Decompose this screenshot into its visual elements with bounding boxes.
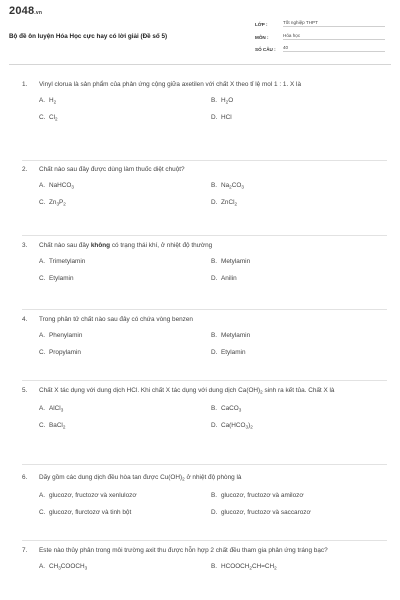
option-label: C. — [39, 275, 46, 282]
question-body: Este nào thủy phân trong môi trường axit thu được hỗn hợp 2 chất đều tham gia phản ứng tráng bạc? — [39, 547, 328, 554]
option-text: $CH_3COOCH_3$ — [49, 563, 88, 571]
option-text: $H_2O$ — [221, 97, 234, 105]
option-c[interactable] — [39, 198, 211, 215]
question-text — [22, 546, 387, 556]
option-label: B. — [211, 404, 218, 412]
option-a[interactable] — [39, 331, 211, 348]
meta-label: SỐ CÂU : — [255, 46, 276, 52]
option-c[interactable] — [39, 348, 211, 365]
question-body-before: Chất X tác dụng với dung dịch HCl. Khi chất X tác dụng với dung dịch Ca(OH) — [39, 387, 261, 394]
option-label: A. — [39, 404, 46, 412]
question-1 — [22, 80, 387, 130]
option-text: HCl — [221, 114, 232, 121]
option-a[interactable] — [39, 404, 211, 421]
option-text: Phenylamin — [49, 332, 83, 339]
question-divider — [22, 380, 387, 381]
option-label: C. — [39, 508, 46, 516]
option-a[interactable] — [39, 562, 211, 579]
question-divider — [22, 235, 387, 236]
meta-value: Hóa học — [283, 33, 385, 40]
option-d[interactable] — [211, 113, 383, 130]
option-label: A. — [39, 563, 46, 570]
question-text — [22, 241, 387, 251]
exam-meta — [255, 15, 385, 52]
option-label: B. — [211, 332, 218, 339]
option-b[interactable] — [211, 404, 383, 421]
option-text: $H_2$ — [49, 97, 57, 105]
option-text: BaCl$_2$ — [49, 421, 66, 429]
option-text: $Zn_3P_2$ — [49, 199, 66, 207]
option-label: D. — [211, 275, 218, 282]
question-number: 3. — [22, 242, 28, 249]
question-divider — [22, 160, 387, 161]
options — [22, 96, 387, 130]
option-b[interactable] — [211, 331, 383, 348]
header-divider — [9, 64, 391, 65]
question-divider — [22, 540, 387, 541]
option-a[interactable] — [39, 181, 211, 198]
option-d[interactable] — [211, 421, 383, 438]
option-c[interactable] — [39, 421, 211, 438]
option-text: $HCOOCH_2CH=CH_2$ — [221, 563, 277, 571]
option-text: $Cl_2$ — [49, 114, 58, 122]
option-text: Etylamin — [221, 349, 246, 356]
option-text: Anilin — [221, 275, 237, 282]
question-body: Vinyl clorua là sản phẩm của phản ứng cộng giữa axetilen với chất X theo tỉ lệ mol 1 : 1. X là — [39, 81, 302, 88]
meta-value: 40 — [283, 45, 385, 52]
question-body-subscript: 2 — [260, 389, 263, 395]
meta-value: Tốt nghiệp THPT — [283, 20, 385, 27]
question-number: 6. — [22, 474, 28, 481]
question-body: Trong phân tử chất nào sau đây có chứa vòng benzen — [39, 316, 193, 323]
option-text: Trimetylamin — [49, 258, 86, 265]
question-body-before: Dãy gồm các dung dịch đều hòa tan được Cu(OH) — [39, 474, 183, 481]
question-6 — [22, 473, 387, 525]
option-c[interactable] — [39, 508, 211, 525]
question-body-after: sinh ra kết tủa. Chất X là — [262, 387, 335, 394]
options — [22, 491, 387, 525]
option-text: glucozơ, flurctozơ và tinh bột — [49, 508, 132, 516]
option-label: D. — [211, 508, 218, 516]
question-text — [22, 386, 387, 398]
logo-suffix: .vn — [34, 10, 43, 16]
option-label: C. — [39, 114, 46, 121]
option-d[interactable] — [211, 508, 383, 525]
option-b[interactable] — [211, 491, 383, 508]
option-text: CaCO$_3$ — [221, 404, 242, 412]
options — [22, 404, 387, 438]
option-d[interactable] — [211, 198, 383, 215]
meta-row-class — [255, 15, 385, 27]
question-text — [22, 165, 387, 175]
option-label: C. — [39, 349, 46, 356]
option-b[interactable] — [211, 257, 383, 274]
question-2 — [22, 165, 387, 215]
question-5 — [22, 386, 387, 438]
question-number: 4. — [22, 316, 28, 323]
option-label: B. — [211, 97, 218, 104]
option-label: B. — [211, 563, 218, 570]
option-text: glucozơ, fructozơ và amilozơ — [221, 491, 304, 499]
option-text: ZnCl$_2$ — [221, 199, 238, 207]
question-4 — [22, 315, 387, 365]
option-b[interactable] — [211, 181, 383, 198]
question-divider — [22, 309, 387, 310]
option-label: B. — [211, 491, 218, 499]
option-text: $Ca(HCO_3)_2$ — [221, 421, 253, 429]
options — [22, 562, 387, 579]
question-body-emphasis: không — [90, 242, 111, 249]
option-text: $Na_2CO_3$ — [221, 182, 244, 190]
question-text — [22, 315, 387, 325]
option-text: NaHCO$_3$ — [49, 182, 74, 190]
option-c[interactable] — [39, 274, 211, 291]
question-body-before: Chất nào sau đây — [39, 242, 91, 249]
option-d[interactable] — [211, 348, 383, 365]
option-label: A. — [39, 258, 46, 265]
option-label: D. — [211, 199, 218, 206]
exam-title: Bộ đề ôn luyện Hóa Học cực hay có lời giải (Đề số 5) — [9, 33, 168, 40]
options — [22, 257, 387, 291]
logo-text: 2048 — [9, 5, 35, 17]
option-text: Metylamin — [221, 332, 251, 339]
question-number: 2. — [22, 166, 28, 173]
option-text: Metylamin — [221, 258, 251, 265]
option-b[interactable] — [211, 562, 383, 579]
option-text: AlCl$_3$ — [49, 404, 64, 412]
question-7 — [22, 546, 387, 579]
question-body-after: có trạng thái khí, ở nhiệt độ thường — [110, 242, 213, 249]
meta-label: LỚP : — [255, 22, 268, 28]
question-text — [22, 80, 387, 90]
options — [22, 181, 387, 215]
question-body: Chất nào sau đây được dùng làm thuốc diệt chuột? — [39, 166, 185, 173]
question-divider — [22, 464, 387, 465]
option-c[interactable] — [39, 113, 211, 130]
option-label: C. — [39, 421, 46, 429]
meta-label: MÔN : — [255, 34, 269, 40]
question-body-subscript: 2 — [182, 476, 185, 482]
option-text: Propylamin — [49, 349, 81, 356]
meta-row-count — [255, 40, 385, 52]
option-b[interactable] — [211, 96, 383, 113]
option-text: glucozơ, fructozơ và saccarozơ — [221, 508, 311, 516]
option-label: A. — [39, 332, 46, 339]
logo — [9, 5, 42, 17]
question-text — [22, 473, 387, 485]
question-number: 1. — [22, 81, 28, 88]
meta-row-subject — [255, 27, 385, 39]
option-label: B. — [211, 258, 218, 265]
question-3 — [22, 241, 387, 291]
option-label: C. — [39, 199, 46, 206]
question-number: 7. — [22, 547, 28, 554]
option-label: D. — [211, 349, 218, 356]
option-text: glucozơ, fructozơ và xenlulozơ — [49, 491, 137, 499]
option-label: B. — [211, 182, 218, 189]
options — [22, 331, 387, 365]
option-a[interactable] — [39, 257, 211, 274]
option-a[interactable] — [39, 491, 211, 508]
option-a[interactable] — [39, 96, 211, 113]
option-label: A. — [39, 182, 46, 189]
option-label: A. — [39, 491, 46, 499]
question-number: 5. — [22, 387, 28, 394]
option-text: Etylamin — [49, 275, 74, 282]
option-label: D. — [211, 421, 218, 429]
option-label: D. — [211, 114, 218, 121]
option-d[interactable] — [211, 274, 383, 291]
question-body-after: ở nhiệt độ phòng là — [184, 474, 242, 481]
option-label: A. — [39, 97, 46, 104]
